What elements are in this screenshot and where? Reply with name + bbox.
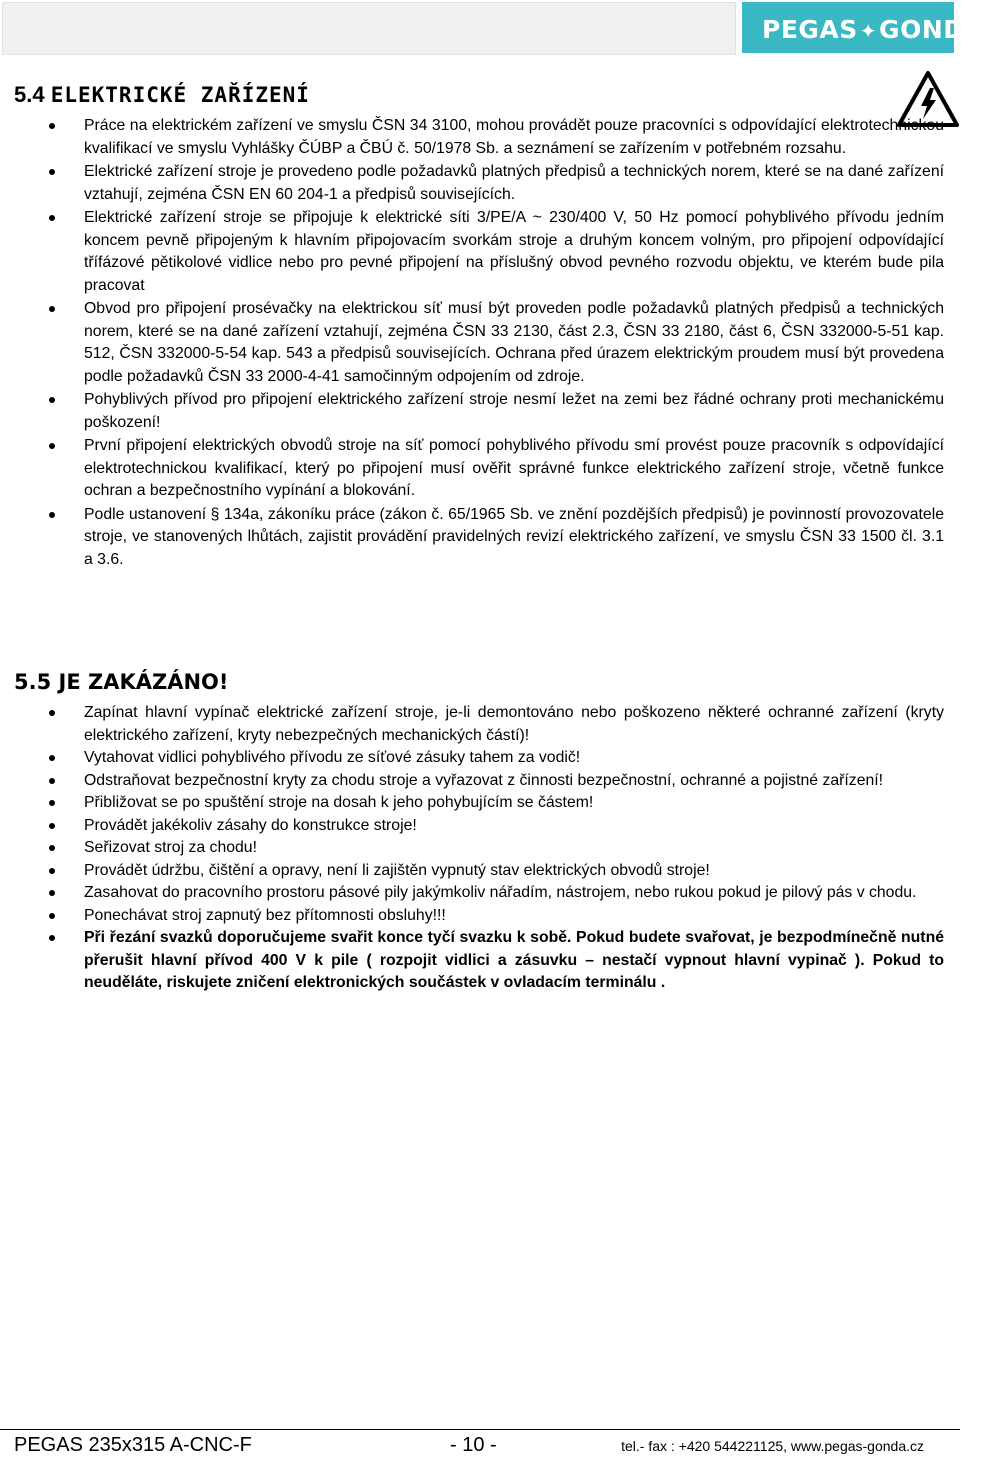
list-item: Elektrické zařízení stroje se připojuje k elektrické síti 3/PE/A ~ 230/400 V, 50 Hz pomocí pohyblivého přívodu jedním koncem pevně připojeným k hlavním připojovacím svorkám stroje a druhým koncem volným, pro připojení odpovídající třífázové pětikolové vidlice nebo pro pevné připojení na příslušný obvod pevného rozvodu objektu, ve kterém bude pila pracovat <box>84 207 944 297</box>
list-item: Zasahovat do pracovního prostoru pásové pily jakýmkoliv nářadím, nástrojem, nebo rukou pokud je pilový pás v chodu. <box>84 882 944 905</box>
section-heading-5-4 <box>14 82 310 108</box>
list-item: Pohyblivých přívod pro připojení elektrického zařízení stroje nesmí ležet na zemi bez řádné ochrany proti mechanickému poškození! <box>84 389 944 434</box>
section-number: 5.4 <box>14 82 45 107</box>
logo-text-right: GONDA <box>879 15 984 44</box>
pegas-gonda-logo <box>742 2 984 53</box>
list-item: Elektrické zařízení stroje je provedeno podle požadavků platných předpisů a technických norem, které se na dané zařízení vztahují, zejména ČSN EN 60 204-1 a předpisů souvisejících. <box>84 161 944 206</box>
section-number: 5.5 <box>14 670 52 694</box>
section-title: ELEKTRICKÉ ZAŘÍZENÍ <box>50 83 310 107</box>
pegasus-emblem-icon: ✦ <box>859 19 878 43</box>
header-bar <box>2 2 736 55</box>
page-number: - 10 - <box>450 1434 497 1456</box>
list-item: Podle ustanovení § 134a, zákoníku práce (zákon č. 65/1965 Sb. ve znění pozdějších předpisů) je povinností provozovatele stroje, ve stanovených lhůtách, zajistit provádění pravidelných revizí elektrického zařízení, ve smyslu ČSN 33 1500 čl. 3.1 a 3.6. <box>84 504 944 572</box>
list-item: Zapínat hlavní vypínač elektrické zařízení stroje, je-li demontováno nebo poškozeno některé ochranné zařízení (kryty elektrického zařízení, kryty nebezpečných mechanických částí)! <box>84 702 944 747</box>
footer-model: PEGAS 235x315 A-CNC-F <box>14 1434 252 1456</box>
page-footer <box>0 1429 960 1457</box>
list-item: Práce na elektrickém zařízení ve smyslu ČSN 34 3100, mohou provádět pouze pracovníci s odpovídající elektrotechnickou kvalifikací ve smyslu Vyhlášky ČÚBP a ČBÚ č. 50/1978 Sb. a seznámení se zařízením v potřebném rozsahu. <box>84 115 944 160</box>
logo-text-left: PEGAS <box>762 15 858 44</box>
prohibited-actions-list <box>84 702 944 995</box>
footer-contact: tel.- fax : +420 544221125, www.pegas-gonda.cz <box>621 1438 924 1454</box>
list-item: První připojení elektrických obvodů stroje na síť pomocí pohyblivého přívodu smí provést pouze pracovník s odpovídající elektrotechnickou kvalifikací, který po připojení musí ověřit správné funkce elektrického zařízení stroje, včetně funkce ochran a bezpečnostního vypínání a blokování. <box>84 435 944 503</box>
section-title: JE ZAKÁZÁNO! <box>58 670 229 694</box>
list-item: Provádět jakékoliv zásahy do konstrukce stroje! <box>84 815 944 838</box>
section-heading-5-5 <box>14 670 228 694</box>
list-item: Přibližovat se po spuštění stroje na dosah k jeho pohybujícím se částem! <box>84 792 944 815</box>
list-item: Vytahovat vidlici pohyblivého přívodu ze síťové zásuky tahem za vodič! <box>84 747 944 770</box>
list-item: Ponechávat stroj zapnutý bez přítomnosti obsluhy!!! <box>84 905 944 928</box>
list-item: Obvod pro připojení prosévačky na elektrickou síť musí být proveden podle požadavků platných předpisů a technických norem, které se na dané zařízení vztahují, zejména ČSN 33 2130, část 2.3, ČSN 33 2180, část 6, ČSN 332000-5-51 kap. 512, ČSN 332000-5-54 kap. 543 a předpisů souvisejících. Ochrana před úrazem elektrickým proudem musí být provedena podle požadavků ČSN 33 2000-4-41 samočinným odpojením od zdroje. <box>84 298 944 388</box>
list-item: Provádět údržbu, čištění a opravy, není li zajištěn vypnutý stav elektrických obvodů stroje! <box>84 860 944 883</box>
list-item: Seřizovat stroj za chodu! <box>84 837 944 860</box>
electrical-equipment-list <box>84 115 944 572</box>
list-item-bold-warning: Při řezání svazků doporučujeme svařit konce tyčí svazku k sobě. Pokud budete svařovat, je bezpodmínečně nutné přerušit hlavní přívod 400 V k pile ( rozpojit vidlici a zásuvku – nestačí vypnout hlavní vypinač ). Pokud to neuděláte, riskujete zničení elektronických součástek v ovladacím terminálu . <box>84 927 944 995</box>
list-item: Odstraňovat bezpečnostní kryty za chodu stroje a vyřazovat z činnosti bezpečnostní, ochranné a pojistné zařízení! <box>84 770 944 793</box>
